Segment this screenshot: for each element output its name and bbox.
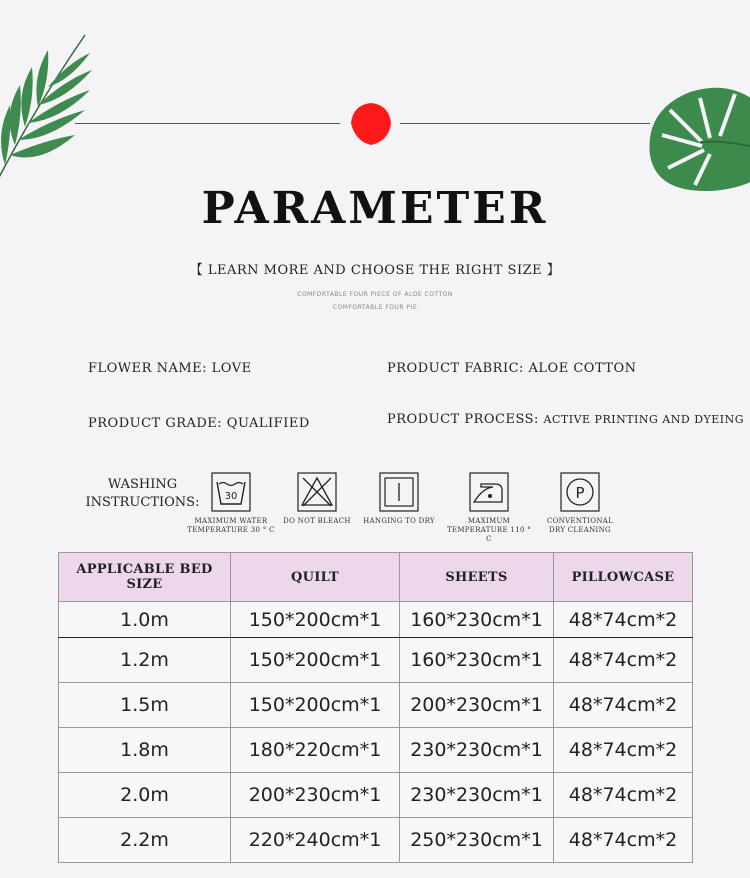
- cell-quilt: 220*240cm*1: [231, 818, 400, 863]
- cell-quilt: 180*220cm*1: [231, 728, 400, 773]
- cell-quilt: 150*200cm*1: [231, 602, 400, 638]
- cell-sheets: 230*230cm*1: [400, 773, 554, 818]
- no-bleach-item: [271, 472, 363, 526]
- cell-pillowcase: 48*74cm*2: [554, 602, 693, 638]
- cell-pillowcase: 48*74cm*2: [554, 818, 693, 863]
- heart-icon: [347, 101, 393, 147]
- table-row: [59, 818, 693, 863]
- cell-bed-size: 2.2m: [59, 818, 231, 863]
- dry-clean-caption: CONVENTIONAL DRY CLEANING: [546, 517, 614, 534]
- cell-pillowcase: 48*74cm*2: [554, 728, 693, 773]
- cell-bed-size: 2.0m: [59, 773, 231, 818]
- wash-30-caption: MAXIMUM WATER TEMPERATURE 30 ° C: [187, 517, 275, 534]
- no-bleach-caption: DO NOT BLEACH: [283, 517, 351, 525]
- table-row: [59, 683, 693, 728]
- wash-30-icon: [211, 472, 251, 512]
- flower-name-field: FLOWER NAME: LOVE: [88, 361, 252, 376]
- header-divider-right: [400, 123, 650, 124]
- product-process-field: [387, 412, 744, 427]
- iron-caption: MAXIMUM TEMPERATURE 110 ° C: [446, 517, 532, 543]
- no-bleach-icon: [297, 472, 337, 512]
- size-table-header-row: [59, 553, 693, 602]
- header-bed-size: APPLICABLE BED SIZE: [59, 553, 231, 602]
- hang-dry-item: [353, 472, 445, 526]
- cell-bed-size: 1.2m: [59, 638, 231, 683]
- svg-text:30: 30: [224, 491, 238, 502]
- header-pillowcase: PILLOWCASE: [554, 553, 693, 602]
- dry-clean-item: [534, 472, 626, 535]
- product-grade-field: PRODUCT GRADE: QUALIFIED: [88, 416, 310, 431]
- tagline-1: COMFORTABLE FOUR PIECE OF ALOE COTTON: [297, 291, 453, 298]
- table-row: [59, 638, 693, 683]
- cell-pillowcase: 48*74cm*2: [554, 638, 693, 683]
- size-table: [58, 552, 693, 863]
- washing-label-line1: WASHING: [107, 477, 178, 492]
- dry-clean-icon: [560, 472, 600, 512]
- cell-bed-size: 1.5m: [59, 683, 231, 728]
- product-fabric-field: PRODUCT FABRIC: ALOE COTTON: [387, 361, 637, 376]
- product-process-label: PRODUCT PROCESS:: [387, 412, 544, 427]
- monstera-leaf-right-image: [640, 80, 750, 200]
- wash-30-item: [185, 472, 277, 535]
- hang-dry-icon: [379, 472, 419, 512]
- cell-pillowcase: 48*74cm*2: [554, 773, 693, 818]
- cell-sheets: 230*230cm*1: [400, 728, 554, 773]
- header-sheets: SHEETS: [400, 553, 554, 602]
- iron-item: [443, 472, 535, 544]
- page-subtitle: 【 LEARN MORE AND CHOOSE THE RIGHT SIZE 】: [189, 263, 561, 278]
- header-divider-left: [75, 123, 340, 124]
- cell-sheets: 160*230cm*1: [400, 602, 554, 638]
- cell-quilt: 200*230cm*1: [231, 773, 400, 818]
- table-row: [59, 728, 693, 773]
- iron-icon: [469, 472, 509, 512]
- cell-pillowcase: 48*74cm*2: [554, 683, 693, 728]
- hang-dry-caption: HANGING TO DRY: [363, 517, 435, 525]
- cell-sheets: 160*230cm*1: [400, 638, 554, 683]
- washing-label-line2: INSTRUCTIONS:: [85, 495, 200, 510]
- table-row: [59, 773, 693, 818]
- product-process-value: ACTIVE PRINTING AND DYEING: [543, 413, 745, 426]
- table-row: [59, 602, 693, 638]
- cell-bed-size: 1.0m: [59, 602, 231, 638]
- header-quilt: QUILT: [231, 553, 400, 602]
- cell-sheets: 200*230cm*1: [400, 683, 554, 728]
- palm-leaf-left-image: [0, 15, 100, 205]
- cell-sheets: 250*230cm*1: [400, 818, 554, 863]
- svg-text:P: P: [575, 484, 585, 502]
- cell-bed-size: 1.8m: [59, 728, 231, 773]
- cell-quilt: 150*200cm*1: [231, 638, 400, 683]
- cell-quilt: 150*200cm*1: [231, 683, 400, 728]
- tagline-2: COMFORTABLE FOUR PIE: [332, 304, 418, 311]
- page-title: PARAMETER: [201, 183, 549, 234]
